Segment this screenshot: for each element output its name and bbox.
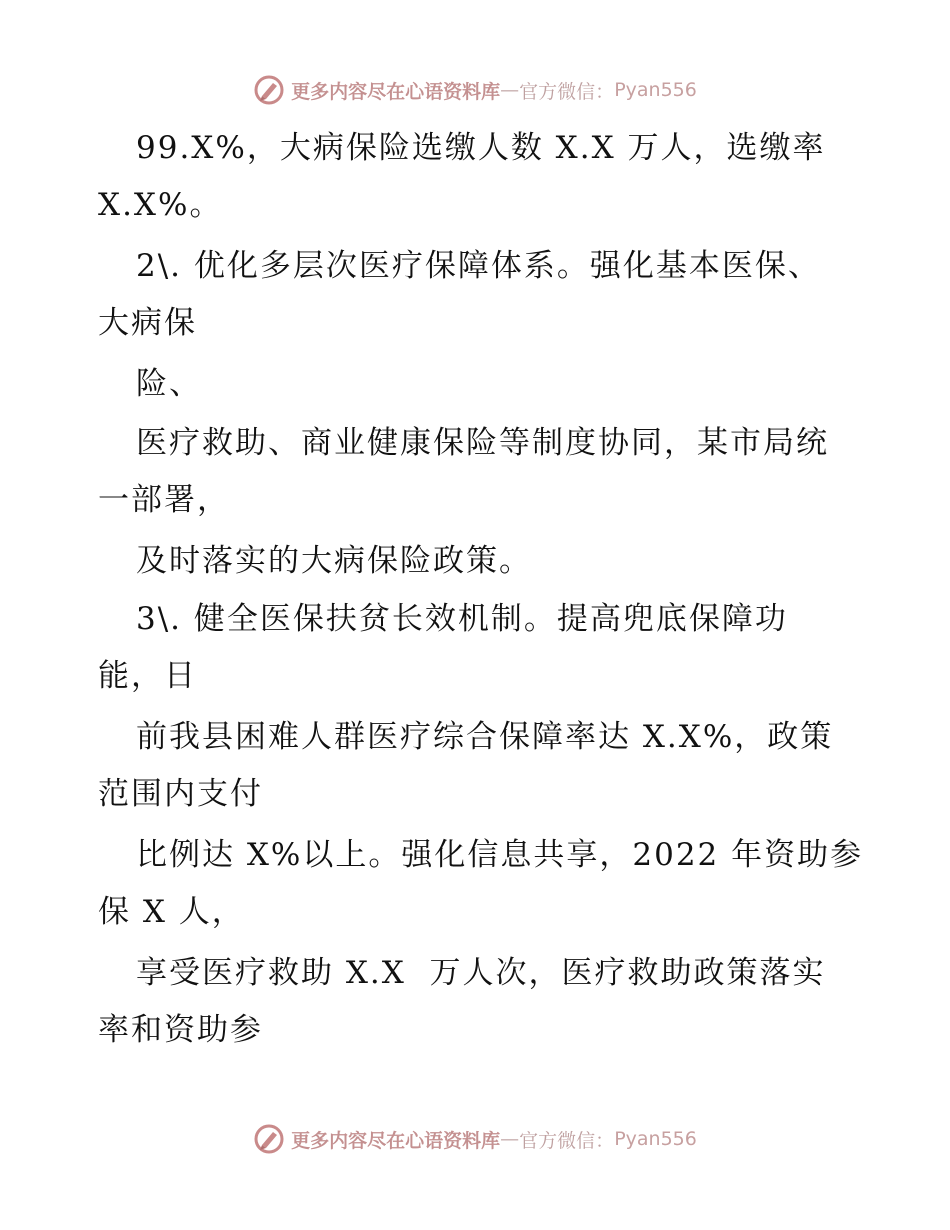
watermark-sub-text: 官方微信： [519, 80, 615, 103]
watermark-account: Pyan556 [614, 79, 697, 101]
watermark-separator: — [500, 1128, 520, 1150]
body-line: 及时落实的大病保险政策。 [136, 543, 532, 579]
watermark-footer [0, 1122, 950, 1156]
body-line: X.X%。 [98, 187, 223, 223]
watermark-main-text: 更多内容尽在心语资料库 [291, 80, 501, 103]
body-line: 比例达 X%以上。强化信息共享，2022 年资助参 [136, 837, 864, 873]
body-line: 99.X%，大病保险选缴人数 X.X 万人，选缴率 [136, 130, 826, 166]
body-line: 能，日 [98, 658, 197, 694]
body-line: 一部署， [98, 482, 230, 518]
watermark-separator: — [500, 79, 520, 101]
body-line: 2\. 优化多层次医疗保障体系。强化基本医保、 [136, 248, 821, 284]
body-line: 保 X 人， [98, 894, 245, 930]
pen-seal-icon [253, 1123, 285, 1155]
body-line: 3\. 健全医保扶贫长效机制。提高兜底保障功 [136, 601, 788, 637]
body-line: 前我县困难人群医疗综合保障率达 X.X%，政策 [136, 719, 834, 755]
body-line: 范围内支付 [98, 776, 263, 812]
body-line: 险、 [136, 366, 202, 402]
body-line: 享受医疗救助 X.X 万人次，医疗救助政策落实 [136, 955, 826, 991]
body-line: 医疗救助、商业健康保险等制度协同，某市局统 [136, 425, 829, 461]
body-line: 率和资助参 [98, 1012, 263, 1048]
watermark-account: Pyan556 [614, 1128, 697, 1150]
watermark-sub-text: 官方微信： [519, 1129, 615, 1152]
watermark-main-text: 更多内容尽在心语资料库 [291, 1129, 501, 1152]
body-line: 大病保 [98, 305, 197, 341]
